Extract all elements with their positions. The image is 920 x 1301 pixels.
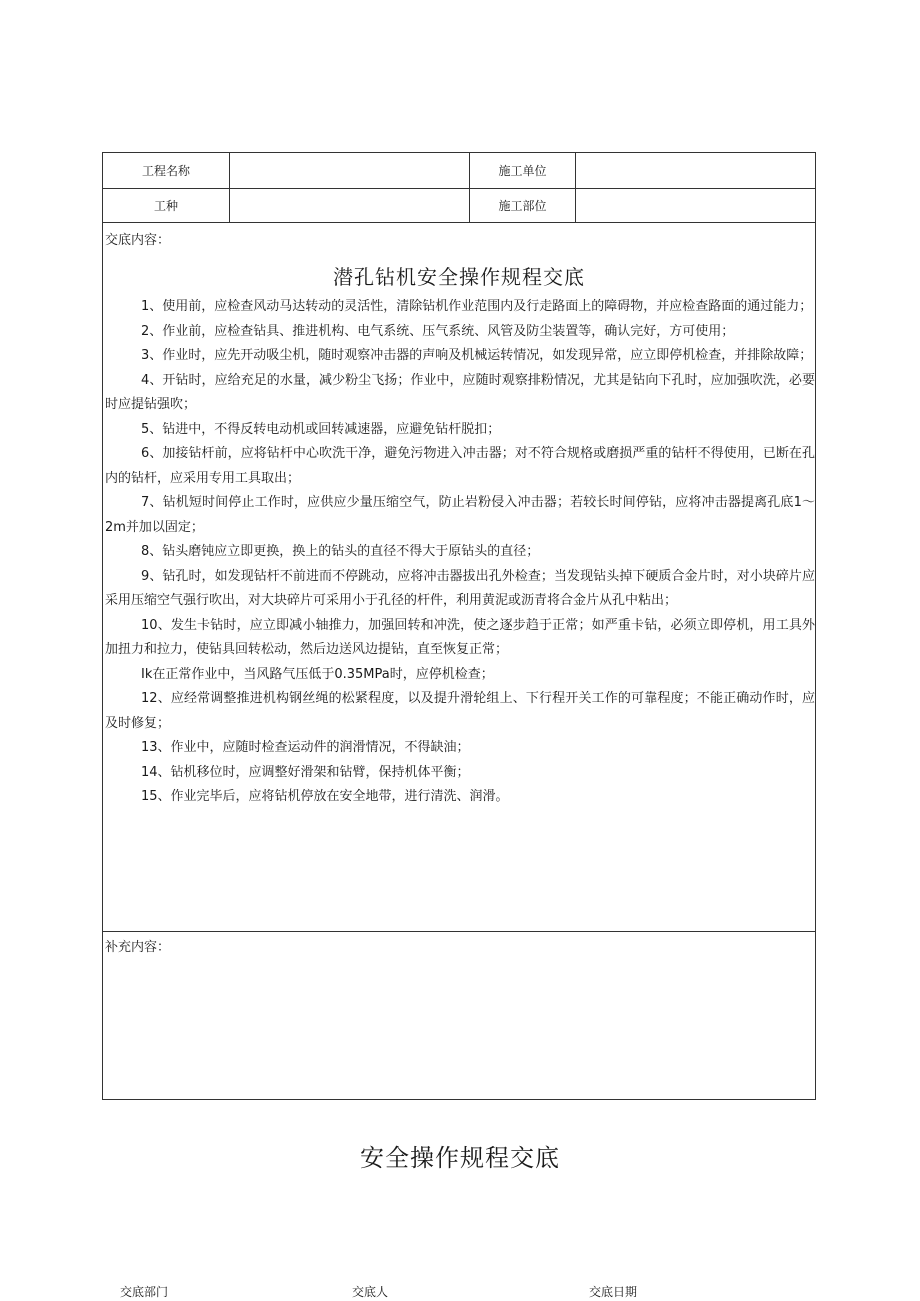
procedure-item-4: 4、开钻时，应给充足的水量，减少粉尘飞扬；作业中，应随时观察排粉情况，尤其是钻向下孔时，应加强吹洗，必要时应提钻强吹；: [105, 372, 815, 412]
header-row-2: [103, 188, 815, 223]
procedure-item-9: 9、钻孔时，如发现钻杆不前进而不停跳动，应将冲击器拔出孔外检查；当发现钻头掉下硬质合金片时，对小块碎片应采用压缩空气强行吹出，对大块碎片可采用小于孔径的杆件，利用黄泥或沥青将合金片从孔中粘出；: [105, 568, 815, 608]
project-name-value: [230, 153, 470, 188]
procedure-item-8: 8、钻头磨钝应立即更换，换上的钻头的直径不得大于原钻头的直径；: [141, 544, 540, 559]
procedure-item-6: 6、加接钻杆前，应将钻杆中心吹洗干净，避免污物进入冲击器；对不符合规格或磨损严重的钻杆不得使用，已断在孔内的钻杆，应采用专用工具取出；: [105, 446, 815, 486]
signature-department: 交底部门: [120, 1285, 169, 1299]
procedure-item-7: 7、钻机短时间停止工作时，应供应少量压缩空气，防止岩粉侵入冲击器；若较长时间停钻，应将冲击器提离孔底1～2m并加以固定；: [105, 495, 815, 535]
location-value: [576, 188, 815, 222]
content-label: 交底内容：: [105, 233, 171, 248]
trade-label: 工种: [103, 188, 230, 222]
contractor-value: [576, 153, 815, 188]
procedure-item-3: 3、作业时，应先开动吸尘机，随时观察冲击器的声响及机械运转情况，如发现异常，应立即停机检查，并排除故障；: [141, 348, 813, 363]
project-name-label: 工程名称: [103, 153, 230, 188]
briefing-form: [102, 152, 816, 1100]
procedure-item-13: 13、作业中，应随时检查运动件的润滑情况，不得缺油；: [141, 740, 470, 755]
procedure-item-11: Ik在正常作业中，当风路气压低于0.35MPa时，应停机检查；: [141, 666, 494, 682]
subtitle: 安全操作规程交底: [360, 1144, 560, 1172]
procedure-item-15: 15、作业完毕后，应将钻机停放在安全地带，进行清洗、润滑。: [141, 789, 509, 804]
procedure-item-12: 12、应经常调整推进机构钢丝绳的松紧程度，以及提升滑轮组上、下行程开关工作的可靠程度；不能正确动作时，应及时修复；: [105, 691, 815, 731]
trade-value: [230, 188, 470, 222]
document-title: 潜孔钻机安全操作规程交底: [333, 265, 585, 289]
header-row-1: [103, 153, 815, 189]
procedure-item-14: 14、钻机移位时，应调整好滑架和钻臂，保持机体平衡；: [141, 764, 470, 780]
signature-person: 交底人: [352, 1285, 389, 1299]
location-label: 施工部位: [470, 188, 576, 222]
procedure-item-1: 1、使用前，应检查风动马达转动的灵活性，清除钻机作业范围内及行走路面上的障碍物，并应检查路面的通过能力；: [141, 299, 813, 314]
contractor-label: 施工单位: [470, 153, 576, 188]
procedure-item-2: 2、作业前，应检查钻具、推进机构、电气系统、压气系统、风管及防尘装置等，确认完好，方可使用；: [141, 323, 735, 339]
procedure-item-10: 10、发生卡钻时，应立即减小轴推力，加强回转和冲洗，使之逐步趋于正常；如严重卡钻，必须立即停机，用工具外加扭力和拉力，使钻具回转松动，然后边送风边提钻，直至恢复正常；: [105, 617, 815, 657]
procedure-list: [105, 295, 815, 810]
supplement-label: 补充内容：: [105, 940, 171, 955]
procedure-item-5: 5、钻进中，不得反转电动机或回转减速器，应避免钻杆脱扣；: [141, 421, 501, 437]
section-divider: [103, 931, 815, 932]
signature-date: 交底日期: [589, 1285, 638, 1299]
